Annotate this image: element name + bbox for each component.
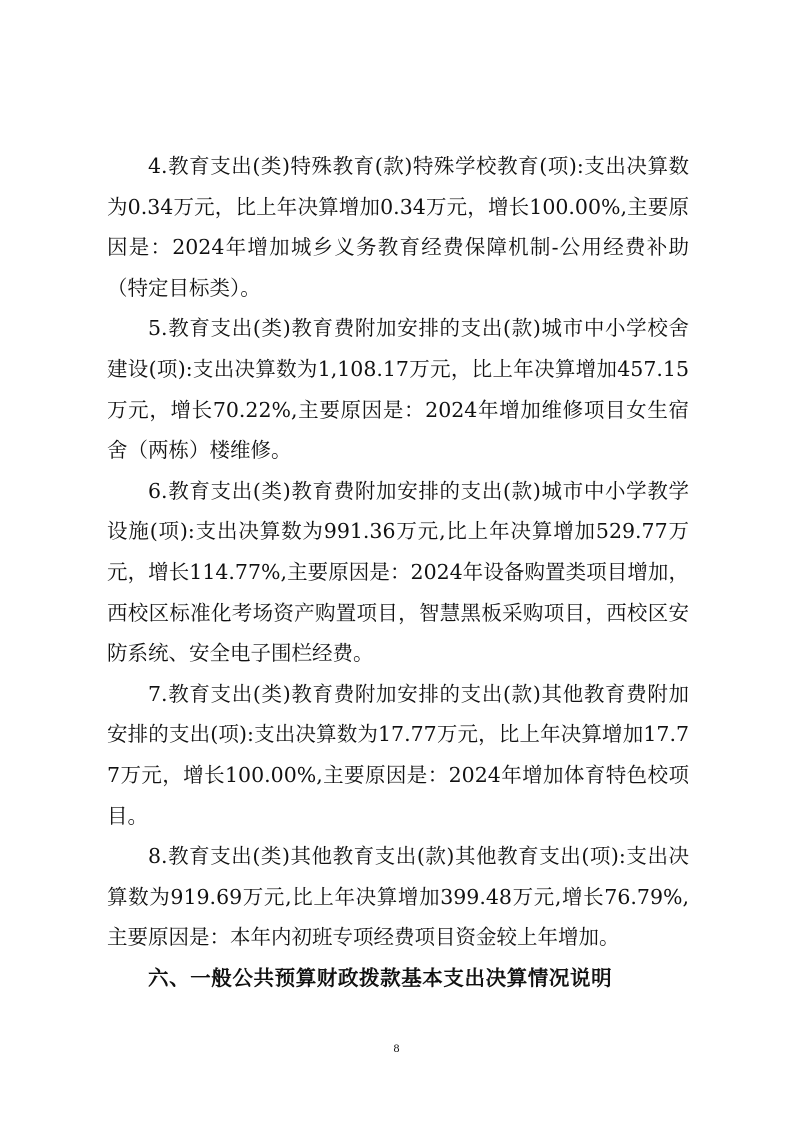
document-body	[107, 146, 689, 998]
paragraph-item-7: 7.教育支出(类)教育费附加安排的支出(款)其他教育费附加安排的支出(项):支出决算数为17.77万元，比上年决算增加17.77万元，增长100.00%,主要原因是：2024年增加体育特色校项目。	[107, 681, 689, 828]
paragraph-item-4: 4.教育支出(类)特殊教育(款)特殊学校教育(项):支出决算数为0.34万元，比上年决算增加0.34万元，增长100.00%,主要原因是：2024年增加城乡义务教育经费保障机制-公用经费补助（特定目标类）。	[107, 154, 689, 300]
paragraph-item-6: 6.教育支出(类)教育费附加安排的支出(款)城市中小学教学设施(项):支出决算数为991.36万元,比上年决算增加529.77万元，增长114.77%,主要原因是：2024年设备购置类项目增加，西校区标准化考场资产购置项目，智慧黑板采购项目，西校区安防系统、安全电子围栏经费。	[107, 478, 689, 666]
paragraph-item-8: 8.教育支出(类)其他教育支出(款)其他教育支出(项):支出决算数为919.69万元,比上年决算增加399.48万元,增长76.79%,主要原因是：本年内初班专项经费项目资金较上年增加。	[107, 844, 689, 950]
page-number: 8	[393, 1041, 400, 1055]
paragraph-item-5: 5.教育支出(类)教育费附加安排的支出(款)城市中小学校舍建设(项):支出决算数为1,108.17万元，比上年决算增加457.15万元，增长70.22%,主要原因是：2024年增加维修项目女生宿舍（两栋）楼维修。	[107, 316, 689, 463]
section-heading: 六、一般公共预算财政拨款基本支出决算情况说明	[148, 965, 613, 990]
